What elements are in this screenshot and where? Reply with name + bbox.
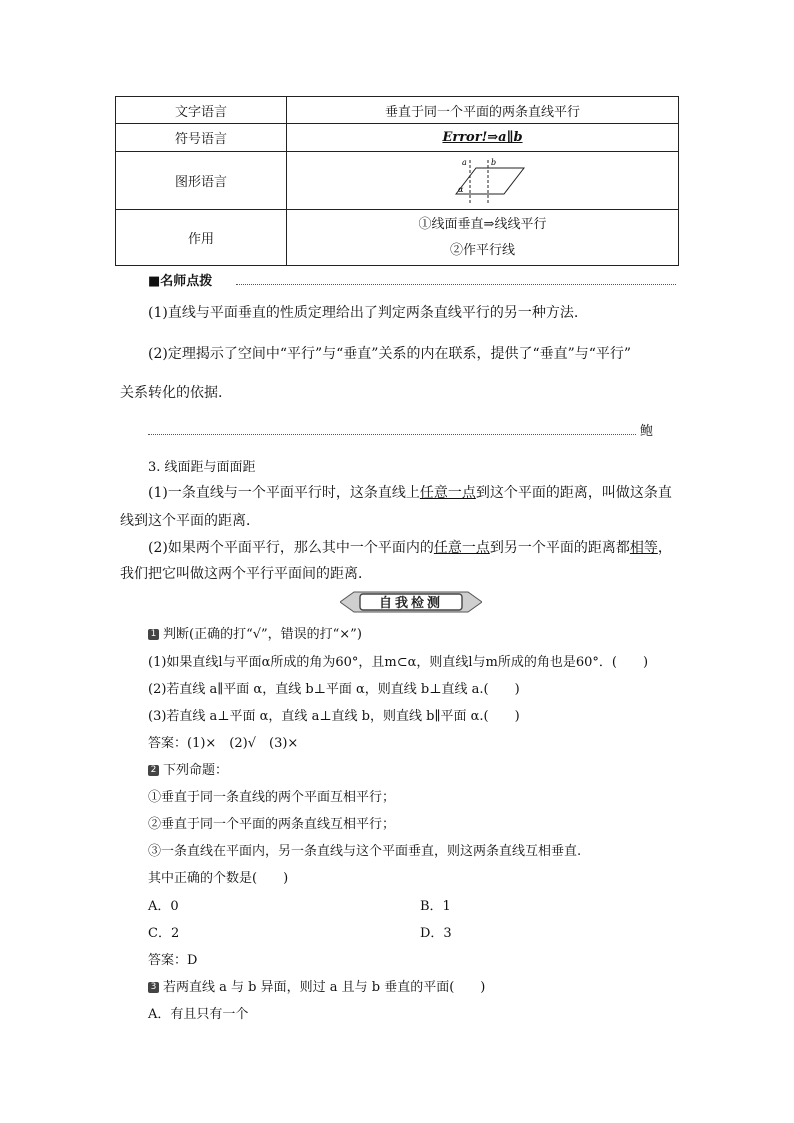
row-value: 垂直于同一个平面的两条直线平行	[287, 97, 679, 124]
q2-stem: 2 下列命题：	[148, 759, 228, 778]
label-alpha: α	[457, 184, 463, 194]
q1-stem: 1 判断(正确的打“√”，错误的打“×”)	[148, 623, 362, 642]
self-check-banner	[340, 590, 482, 614]
q1-item-3: (3)若直线 a⊥平面 α，直线 a⊥直线 b，则直线 b∥平面 α.( )	[148, 709, 520, 724]
table-row	[116, 152, 679, 210]
q2-ask: 其中正确的个数是( )	[148, 871, 289, 886]
section-para-1: (1)一条直线与一个平面平行时，这条直线上任意一点到这个平面的距离，叫做这条直	[148, 485, 672, 501]
section-title: 3. 线面距与面面距	[148, 460, 256, 475]
usage-line-1: ①线面垂直⇒线线平行	[418, 216, 547, 232]
tip-paragraph-1: (1)直线与平面垂直的性质定理给出了判定两条直线平行的另一种方法.	[148, 305, 579, 321]
q2-statement-3: ③一条直线在平面内，另一条直线与这个平面垂直，则这两条直线互相垂直.	[148, 844, 582, 859]
q1-item-1: (1)如果直线l与平面α所成的角为60°，且m⊂α，则直线l与m所成的角也是60°．( )	[148, 655, 649, 670]
tips-heading: ■名师点拨	[148, 274, 213, 289]
q2-statement-1: ①垂直于同一条直线的两个平面互相平行；	[148, 790, 396, 805]
q2-option-c: C．2	[148, 926, 180, 941]
section-para-2: (2)如果两个平面平行，那么其中一个平面内的任意一点到另一个平面的距离都相等，	[148, 540, 672, 556]
label-a: a	[461, 157, 467, 167]
table-row	[116, 124, 679, 152]
property-table	[115, 96, 679, 266]
label-b: b	[490, 157, 496, 167]
figure-cell	[287, 152, 679, 210]
row-label: 符号语言	[116, 124, 287, 152]
tip-paragraph-2-cont: 关系转化的依据.	[120, 385, 223, 401]
row-value: Error!⇒a∥b	[287, 124, 679, 152]
row-value	[287, 210, 679, 266]
row-label: 文字语言	[116, 97, 287, 124]
divider	[148, 434, 636, 435]
q2-statement-2: ②垂直于同一个平面的两条直线互相平行；	[148, 817, 396, 832]
q1-item-2: (2)若直线 a∥平面 α，直线 b⊥平面 α，则直线 b⊥直线 a.( )	[148, 682, 520, 697]
divider	[236, 284, 676, 285]
usage-line-2: ②作平行线	[449, 242, 515, 258]
banner-label: 自我检测	[378, 596, 444, 611]
q2-answer: 答案：D	[148, 953, 198, 968]
q2-option-d: D．3	[420, 926, 452, 941]
q1-answer: 答案：(1)× (2)√ (3)×	[148, 736, 299, 751]
q3-option-a: A．有且只有一个	[148, 1007, 249, 1022]
q2-option-b: B．1	[420, 899, 451, 914]
parallel-lines-figure	[438, 156, 528, 206]
q1-number: 1	[148, 629, 159, 640]
end-mark: 鲍	[640, 424, 654, 439]
section-para-1-cont: 线到这个平面的距离．	[120, 513, 260, 529]
table-row	[116, 97, 679, 124]
q3-stem: 3 若两直线 a 与 b 异面，则过 a 且与 b 垂直的平面( )	[148, 976, 485, 995]
q2-option-a: A．0	[148, 899, 179, 914]
q3-number: 3	[148, 982, 159, 993]
table-row	[116, 210, 679, 266]
row-label: 作用	[116, 210, 287, 266]
q2-number: 2	[148, 765, 159, 776]
row-label: 图形语言	[116, 152, 287, 210]
tip-paragraph-2: (2)定理揭示了空间中“平行”与“垂直”关系的内在联系，提供了“垂直”与“平行”	[148, 346, 632, 362]
section-para-2-cont: 我们把它叫做这两个平行平面间的距离．	[120, 566, 372, 582]
